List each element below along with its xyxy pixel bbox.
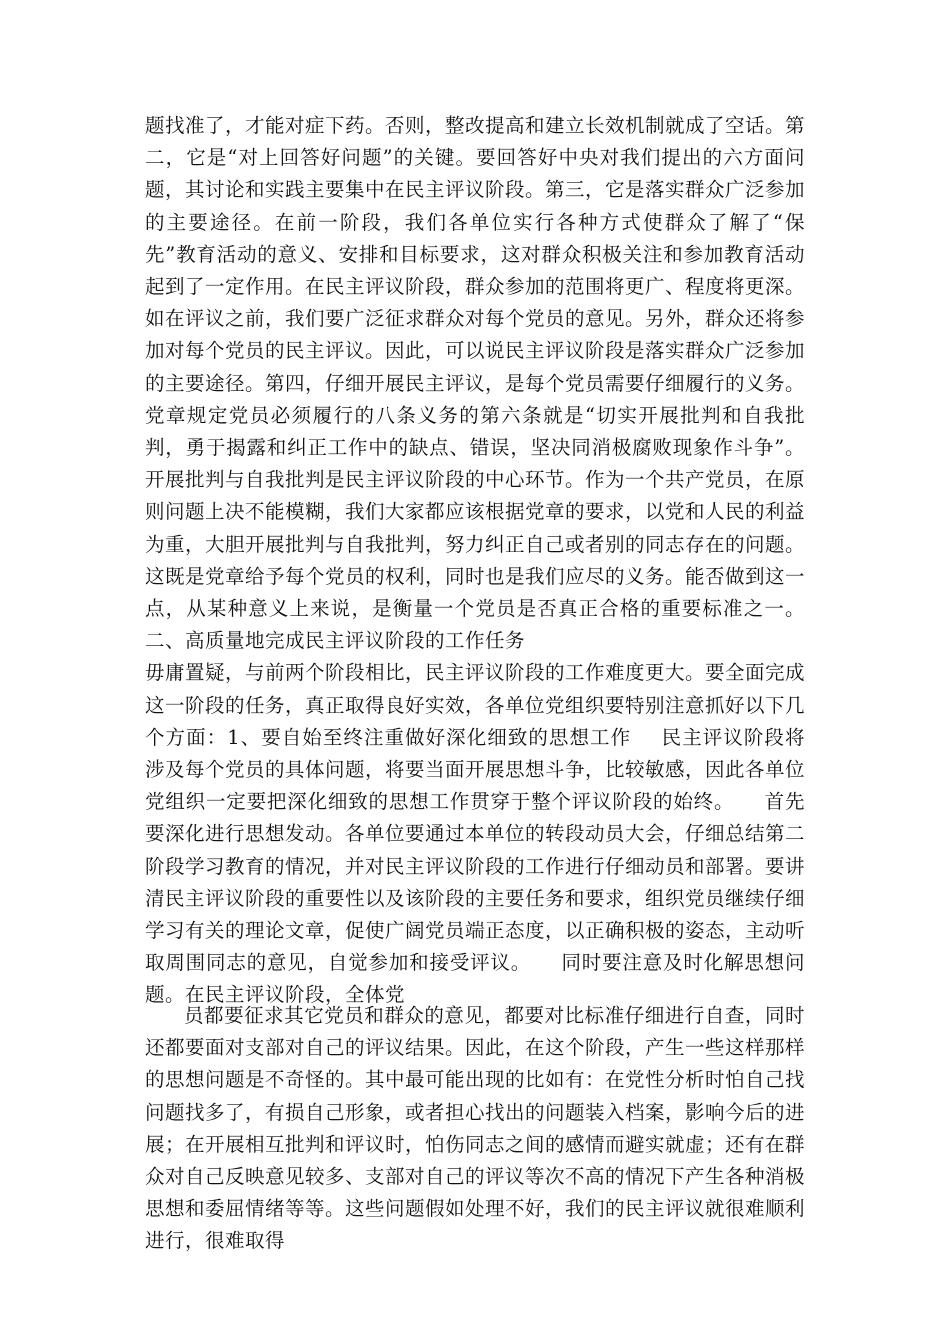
text-segment-4: 首先要深化进行思想发动。各单位要通过本单位的转段动员大会，仔细总结第二阶段学习教育的情况，并对民主评议阶段的工作进行仔细动员和部署。要讲清民主评议阶段的重要性以及该阶段的主要任务和要求，组织党员继续仔细学习有关的理论文章，促使广阔党员端正态度，以正确积极的姿态，主动听取周围同志的意见，自觉参加和接受评议。	[145, 790, 806, 975]
text-segment-1: 题找准了，才能对症下药。否则，整改提高和建立长效机制就成了空话。第二，它是“对上回答好问题”的关键。要回答好中央对我们提出的六方面问题，其讨论和实践主要集中在民主评议阶段。第三，它是落实群众广泛参加的主要途径。在前一阶段，我们各单位实行各种方式使群众了解了“保先”教育活动的意义、安排和目标要求，这对群众积极关注和参加教育活动起到了一定作用。在民主评议阶段，群众参加的范围将更广、程度将更深。如在评议之前，我们要广泛征求群众对每个党员的意见。另外，群众还将参加对每个党员的民主评议。因此，可以说民主评议阶段是落实群众广泛参加的主要途径。第四，仔细开展民主评议，是每个党员需要仔细履行的义务。党章规定党员必须履行的八条义务的第六条就是“切实开展批判和自我批判，勇于揭露和纠正工作中的缺点、错误，坚决同消极腐败现象作斗争”。开展批判与自我批判是民主评议阶段的中心环节。作为一个共产党员，在原则问题上决不能模糊，我们大家都应该根据党章的要求，以党和人民的利益为重，大胆开展批判与自我批判，努力纠正自己或者别的同志存在的问题。这既是党章给予每个党员的权利，同时也是我们应尽的义务。能否做到这一点，从某种意义上来说，是衡量一个党员是否真正合格的重要标准之一。二、高质量地完成民主评议阶段的工作任务	[145, 114, 806, 653]
body-paragraph: 员都要征求其它党员和群众的意见，都要对比标准仔细进行自查，同时还都要面对支部对自己的评议结果。因此，在这个阶段，产生一些这样那样的思想问题是不奇怪的。其中最可能出现的比如有：在党性分析时怕自己找问题找多了，有损自己形象，或者担心找出的问题装入档案，影响今后的进展；在开展相互批判和评议时，怕伤同志之间的感情而避实就虚；还有在群众对自己反映意见较多、支部对自己的评议等次不高的情况下产生各种消极思想和委屈情绪等等。这些问题假如处理不好，我们的民主评议就很难顺利进行，很难取得	[145, 1004, 806, 1253]
text-segment-5: 同时要注意及时化解思想问题。在民主评议阶段，全体党	[145, 951, 805, 1007]
text-segment-3: 民主评议阶段将涉及每个党员的具体问题，将要当面开展思想斗争，比较敏感，因此各单位党组织一定要把深化细致的思想工作贯穿于整个评议阶段的始终。	[145, 725, 806, 814]
body-paragraph	[145, 110, 805, 1012]
text-segment-2: 毋庸置疑，与前两个阶段相比，民主评议阶段的工作难度更大。要全面完成这一阶段的任务，真正取得良好实效，各单位党组织要特别注意抓好以下几个方面：1、要自始至终注重做好深化细致的思想工作	[145, 661, 806, 749]
